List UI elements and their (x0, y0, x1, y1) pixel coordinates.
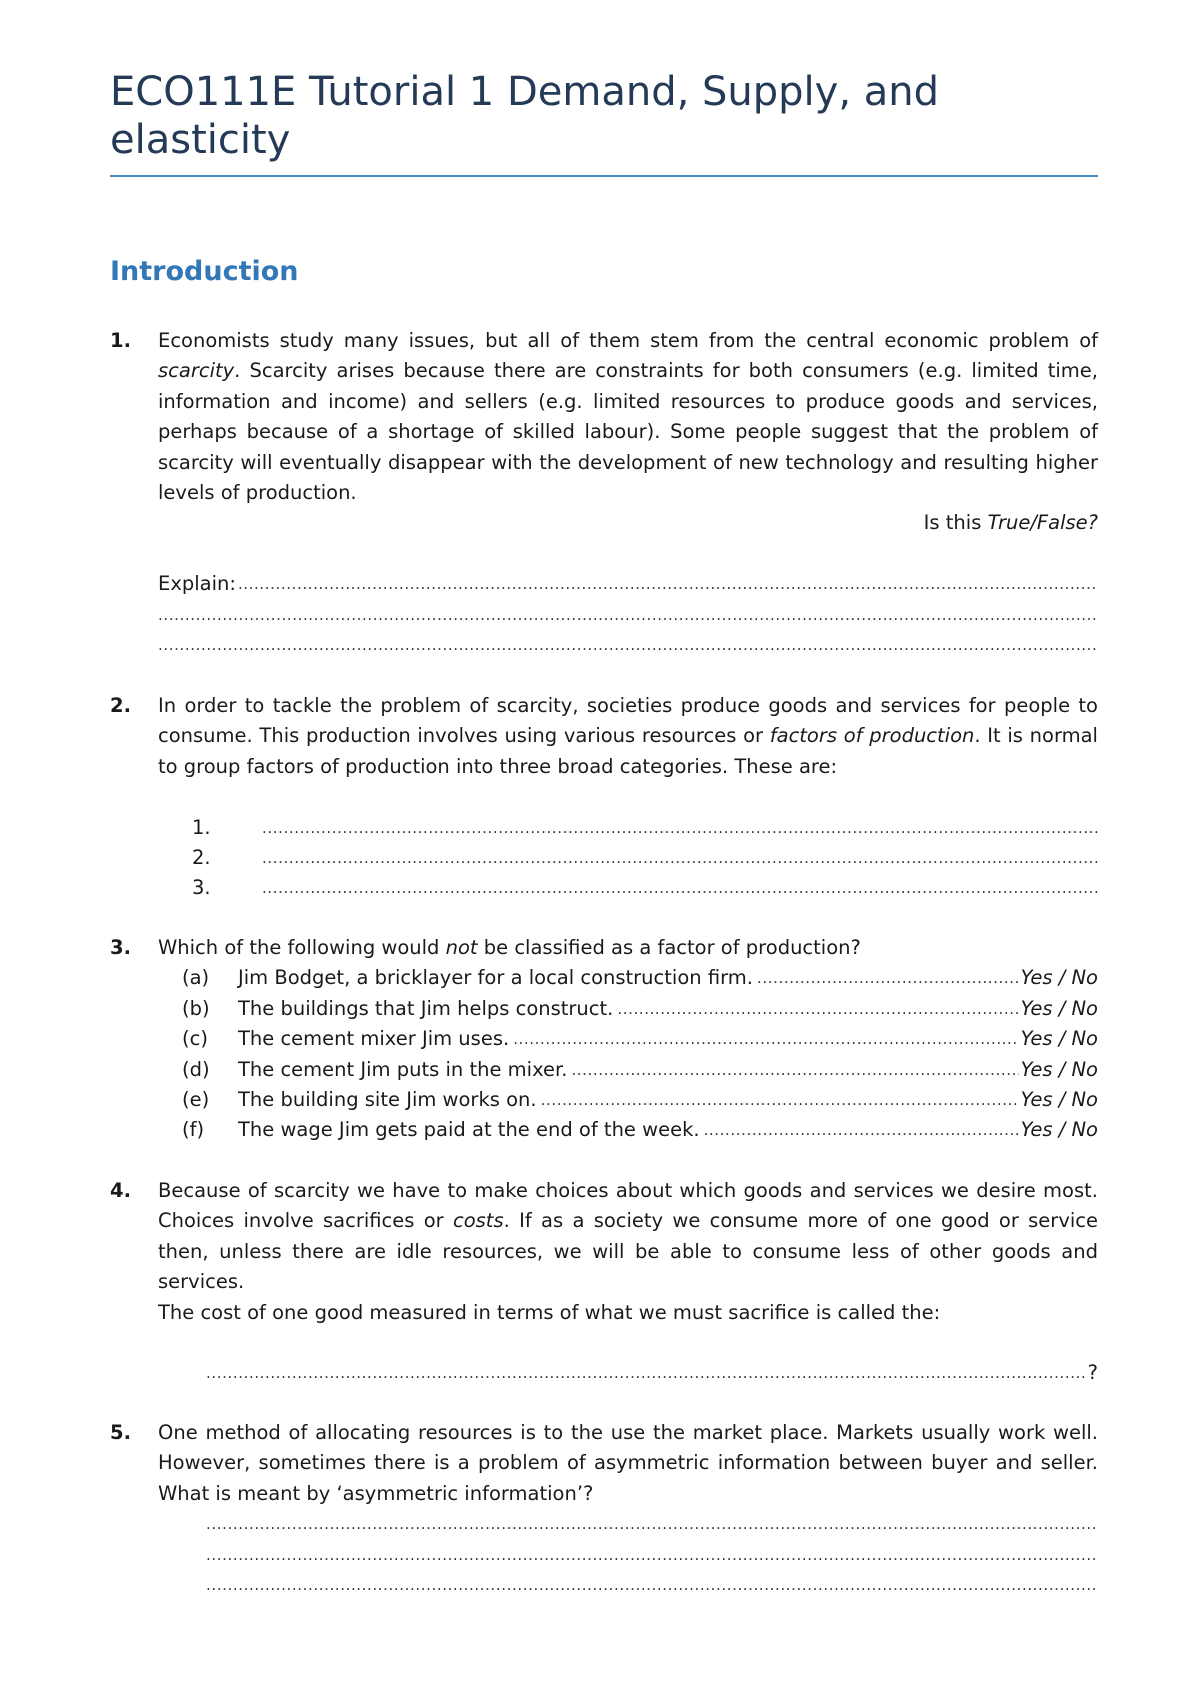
question-5 (110, 1418, 1098, 1618)
option-row: (a) Jim Bodget, a bricklayer for a local construction firm. ..... Yes / No (158, 963, 1098, 993)
page-title: ECO111E Tutorial 1 Demand, Supply, and elasticity (110, 69, 940, 163)
answer-line[interactable] (158, 600, 1098, 630)
question-number: 2. (110, 694, 131, 717)
emphasis: costs (452, 1209, 504, 1233)
true-false-prompt: Is this True/False? (923, 511, 1098, 535)
question-4 (110, 1176, 1098, 1396)
yes-no-choice[interactable]: Yes / No (1020, 996, 1098, 1020)
yes-no-choice[interactable]: Yes / No (1020, 1057, 1098, 1081)
question-3 (110, 933, 1098, 1153)
question-number: 4. (110, 1179, 131, 1202)
yes-no-choice[interactable]: Yes / No (1020, 1027, 1098, 1051)
question-1 (110, 326, 1098, 656)
emphasis: scarcity (158, 359, 235, 383)
question-text: Economists study many issues, but all of them stem from the central economic problem of scarcity. Scarcity arises because there are constraints for both consumers (e.g. limited time, information and income) and sellers (e.g. limited resources to produce goods and services, perhaps because of a shortage of skilled labour). Some people suggest that the problem of scarcity will eventually disappear with the development of new technology and resulting higher levels of production. Is this True/False? Explain: ..... ..... ..... (158, 326, 1098, 660)
answer-line[interactable] (158, 630, 1098, 660)
answer-line[interactable] (206, 1509, 1098, 1539)
explain-label: Explain: (158, 572, 236, 596)
option-row: (b) The buildings that Jim helps construct. ..... Yes / No (158, 994, 1098, 1024)
answer-line[interactable] (206, 1540, 1098, 1570)
question-number: 3. (110, 936, 131, 959)
question-text: Because of scarcity we have to make choices about which goods and services we desire most. Choices involve sacrifices or costs. If as a society we consume more of one good or service then, unless there are idle resources, we will be able to consume less of other goods and services. The cost of one good measured in terms of what we must sacrifice is called the: ..... ? (158, 1176, 1098, 1389)
yes-no-choice[interactable]: Yes / No (1020, 966, 1098, 990)
explain-answer-line[interactable] (158, 569, 1098, 599)
question-number: 1. (110, 329, 131, 352)
question-2 (110, 691, 1098, 911)
question-number: 5. (110, 1421, 131, 1444)
option-row: (e) The building site Jim works on. ..... Yes / No (158, 1085, 1098, 1115)
option-row: (c) The cement mixer Jim uses. ..... Yes / No (158, 1024, 1098, 1054)
factor-answer-line[interactable]: 2. ..... (158, 843, 1098, 873)
factor-answer-line[interactable]: 3. ..... (158, 873, 1098, 903)
answer-line[interactable] (206, 1570, 1098, 1600)
option-row: (d) The cement Jim puts in the mixer. ..... Yes / No (158, 1055, 1098, 1085)
option-row: (f) The wage Jim gets paid at the end of the week. ..... Yes / No (158, 1115, 1098, 1145)
factor-answer-line[interactable]: 1. ..... (158, 813, 1098, 843)
section-heading: Introduction (110, 256, 299, 287)
emphasis: factors of production (769, 724, 975, 748)
yes-no-choice[interactable]: Yes / No (1020, 1087, 1098, 1111)
question-text: One method of allocating resources is to the use the market place. Markets usually work well. However, sometimes there is a problem of asymmetric information between buyer and seller. What is meant by ‘asymmetric information’? ..... ..... ..... (158, 1418, 1098, 1600)
opportunity-cost-answer-line[interactable]: ..... ? (158, 1358, 1098, 1388)
title-underline (110, 175, 1098, 177)
question-text: In order to tackle the problem of scarcity, societies produce goods and services for people to consume. This production involves using various resources or factors of production. It is normal to group factors of production into three broad categories. These are: 1. ..... 2. ..... 3. ..... (158, 691, 1098, 904)
yes-no-choice[interactable]: Yes / No (1020, 1118, 1098, 1142)
emphasis: not (445, 936, 478, 959)
question-text: Which of the following would not be classified as a factor of production? (a) Jim Bodget, a bricklayer for a local construction firm. ..... Yes / No (b) The buildings that Jim helps construct. ..... Yes / No (c) The cement mixer Jim uses. ..... Yes / No (d) The cement Jim puts in the mixer. ..... Yes / No (e) The building site Jim works on. ..... Yes / No (f) The wage Jim gets paid at the end of the week. ..... Yes / No (158, 933, 1098, 1146)
